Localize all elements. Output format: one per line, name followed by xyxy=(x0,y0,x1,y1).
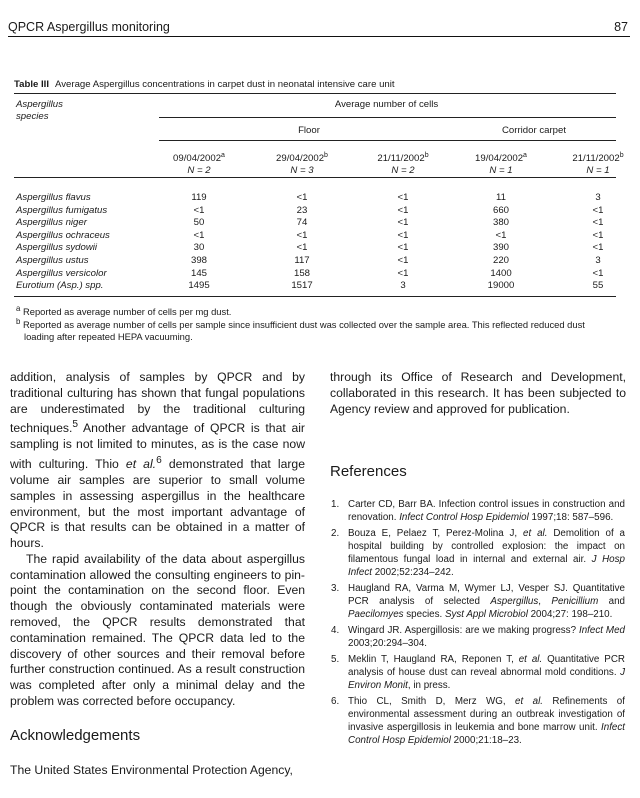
table-cell: <1 xyxy=(397,255,409,266)
column-date-note: a xyxy=(221,152,225,159)
reference-number: 6. xyxy=(331,696,340,707)
reference-a: Thio CL, Smith D, Merz WG, xyxy=(348,696,516,707)
table-cell: <1 xyxy=(397,229,409,241)
footnote-a: $^a$ Reported as average number of cells per mg dust. xyxy=(16,304,232,318)
reference-a2: Refinements of environmental assessment during an outbreak investigation of invasive aspergillosis in leukemia and bone marrow unit. xyxy=(348,696,625,733)
column-n: N = 2 xyxy=(187,165,211,177)
reference-j: Syst Appl Microbiol xyxy=(444,609,528,620)
table-row xyxy=(14,230,616,242)
reference-b: 2002;52:234–242. xyxy=(371,567,454,578)
acknowledgements-text: The United States Environmental Protection Agency, xyxy=(10,763,293,777)
table-cell: 1495 xyxy=(188,280,210,292)
reference-b: 2000;21:18–23. xyxy=(450,735,522,746)
reference-number: 4. xyxy=(331,625,340,636)
column-date: 21/11/2002 xyxy=(572,153,620,165)
spanner-rule xyxy=(159,117,616,118)
reference-j: Infect Control Hosp Epidemiol xyxy=(348,722,625,746)
row-species: Aspergillus sydowii xyxy=(16,242,98,254)
table-cell: 1400 xyxy=(490,267,512,279)
reference-mid2: and xyxy=(598,596,625,607)
corridor-rule xyxy=(454,140,616,141)
table-cell: 220 xyxy=(492,255,509,266)
row-species: Aspergillus fumigatus xyxy=(16,204,108,216)
stub-header: Aspergillus species xyxy=(16,99,63,122)
reference-j: J Hosp Infect xyxy=(348,554,625,578)
table-cell: <1 xyxy=(296,192,308,203)
running-title: QPCR Aspergillus monitoring xyxy=(8,20,170,34)
table-row xyxy=(14,242,616,254)
row-species: Aspergillus ustus xyxy=(16,255,89,266)
table-cell: <1 xyxy=(397,217,409,229)
table-cell: 117 xyxy=(294,255,310,266)
row-species: Eurotium (Asp.) spp. xyxy=(16,280,104,292)
table-row xyxy=(14,280,616,292)
floor-rule xyxy=(159,140,456,141)
table-cell: <1 xyxy=(592,242,604,254)
table-cell: 390 xyxy=(492,242,509,254)
table-cell: 145 xyxy=(190,267,207,279)
paragraph-1: addition, analysis of samples by QPCR and by traditional culturing has shown that fungal populations are underestimated by the traditional culturing techniques.$^5$ Another advantage of QPCR is that air sampling is not limited to minutes, as is the case now with culturing. Thio et al.$^6$ demonstrated that large volume air samples are superior to small volume samples in assessing aspergillus in the healthcare environment, but the most important advantage of QPCR is that results can be obtained in a matter of hours. xyxy=(10,370,305,551)
table-row xyxy=(14,255,616,267)
table-cell: 23 xyxy=(296,204,308,216)
spanner-header: Average number of cells xyxy=(334,99,439,110)
table-caption-text: Average Aspergillus concentrations in carpet dust in neonatal intensive care unit xyxy=(55,79,395,90)
reference-etal: et al. xyxy=(523,528,548,539)
table-cell: 660 xyxy=(492,204,509,216)
header-rule xyxy=(8,36,630,37)
table-cell: <1 xyxy=(397,267,409,279)
reference-b: 2003;20:294–304. xyxy=(348,638,427,649)
table-cell: <1 xyxy=(397,204,409,216)
column-date-note: b xyxy=(424,152,429,159)
table-cell: <1 xyxy=(296,242,308,254)
table-cell: 55 xyxy=(592,280,604,292)
table-cell: <1 xyxy=(592,229,604,241)
column-date: 19/04/2002 xyxy=(475,153,524,165)
reference-j: Infect Control Hosp Epidemiol xyxy=(399,512,529,523)
reference-number: 2. xyxy=(331,528,340,539)
references-heading: References xyxy=(330,463,407,480)
column-header-5 xyxy=(553,150,640,177)
table-row xyxy=(14,268,616,280)
reference-b: , in press. xyxy=(407,680,451,691)
column-header-4 xyxy=(456,150,546,177)
table-cell: 1517 xyxy=(291,280,313,292)
reference-number: 3. xyxy=(331,583,340,594)
table-cell: 50 xyxy=(193,217,205,229)
table-row xyxy=(14,217,616,229)
reference-a: Haugland RA, Varma M, Wymer LJ, Vesper SJ. Quantitative PCR analysis of selected xyxy=(348,583,625,607)
table-cell: <1 xyxy=(193,229,205,241)
column-n: N = 2 xyxy=(391,165,415,177)
reference-list xyxy=(331,498,625,750)
reference-number: 1. xyxy=(331,499,340,510)
table-row xyxy=(14,205,616,217)
table-cell: 380 xyxy=(492,217,509,229)
column-header-2 xyxy=(257,150,347,177)
reference-b: 2004;27: 198–210. xyxy=(527,609,613,620)
group-corridor: Corridor carpet xyxy=(502,125,566,136)
column-date-note: b xyxy=(324,152,328,159)
reference-item xyxy=(331,695,625,747)
table-cell: <1 xyxy=(193,204,205,216)
reference-a: Wingard JR. Aspergillosis: are we making progress? xyxy=(348,625,579,636)
reference-j: J Environ Monit xyxy=(348,667,625,691)
acknowledgements-heading: Acknowledgements xyxy=(10,727,141,744)
table-cell: 3 xyxy=(595,192,601,203)
table-cell: <1 xyxy=(397,192,409,203)
column-date-note: b xyxy=(619,152,624,159)
reference-j: Infect Med xyxy=(579,625,625,636)
right-paragraph: through its Office of Research and Development, collaborated in this research. It has been subjected to Agency review and approved for publication. xyxy=(330,370,626,416)
reference-a2: Quantitative PCR analysis of house dust can reveal abnormal mold conditions. xyxy=(348,654,625,678)
table-cell: 158 xyxy=(293,267,310,279)
paragraph-2: The rapid availability of the data about aspergillus contamination allowed the consulting engineers to pin-point the contamination on the second floor. Even though the obviously contaminated materials were removed, the QPCR results demonstrated that contamination remained. The QPCR data led to the discovery of other sources and their removal before further construction continued. As a result construction was completed after only a minimal delay and the problem was corrected before occupancy. xyxy=(10,551,305,709)
table-cell: 3 xyxy=(400,280,406,292)
reference-number: 5. xyxy=(331,654,340,665)
table-row xyxy=(14,192,616,204)
column-n: N = 1 xyxy=(489,165,513,177)
table-cell: 19000 xyxy=(487,280,515,292)
table-cell: <1 xyxy=(592,217,604,229)
reference-a2: Demolition of a hospital building by controlled explosion: the impact on filamentous fungal load in internal and external air. xyxy=(348,528,625,565)
row-species: Aspergillus versicolor xyxy=(16,267,107,279)
table-cell: <1 xyxy=(296,229,308,241)
group-floor: Floor xyxy=(298,125,320,136)
table-iii xyxy=(14,79,624,349)
column-date: 21/11/2002 xyxy=(377,153,425,165)
row-species: Aspergillus ochraceus xyxy=(16,229,110,241)
column-date-note: a xyxy=(523,152,527,159)
reference-etal: et al. xyxy=(518,654,543,665)
header-bottom-rule xyxy=(14,177,616,178)
table-cell: <1 xyxy=(397,242,409,254)
table-cell: 119 xyxy=(191,192,207,203)
row-species: Aspergillus flavus xyxy=(16,192,91,203)
column-header-3 xyxy=(358,150,448,177)
page-number: 87 xyxy=(614,20,628,34)
reference-a: Carter CD, Barr BA. Infection control issues in construction and renovation. xyxy=(348,499,625,523)
table-label: Table III xyxy=(14,79,50,90)
reference-g3: Paecilomyes xyxy=(348,609,404,620)
reference-g2: Penicillium xyxy=(551,596,599,607)
reference-item xyxy=(331,653,625,692)
reference-item xyxy=(331,498,625,524)
column-date: 09/04/2002 xyxy=(173,153,222,165)
table-bottom-rule xyxy=(14,296,616,297)
table-cell: 11 xyxy=(496,192,506,203)
reference-item xyxy=(331,582,625,621)
table-cell: 398 xyxy=(190,255,207,266)
reference-item xyxy=(331,527,625,579)
reference-a: Meklin T, Haugland RA, Reponen T, xyxy=(348,654,519,665)
column-n: N = 3 xyxy=(290,165,314,177)
table-cell: 30 xyxy=(193,242,205,254)
table-cell: <1 xyxy=(495,229,507,241)
reference-item xyxy=(331,624,625,650)
table-cell: <1 xyxy=(592,204,604,216)
reference-etal: et al. xyxy=(515,696,543,707)
table-caption xyxy=(14,79,395,90)
table-top-rule xyxy=(14,93,616,94)
reference-b: 1997;18: 587–596. xyxy=(528,512,614,523)
reference-mid1: , xyxy=(538,596,552,607)
row-species: Aspergillus niger xyxy=(16,217,87,229)
column-date: 29/04/2002 xyxy=(276,153,325,165)
table-cell: 74 xyxy=(296,217,308,229)
table-cell: <1 xyxy=(592,267,604,279)
reference-a: Bouza E, Pelaez T, Perez-Molina J, xyxy=(348,528,524,539)
reference-g1: Aspergillus xyxy=(490,596,539,607)
left-column xyxy=(10,370,305,710)
reference-a2: species. xyxy=(403,609,445,620)
column-n: N = 1 xyxy=(586,165,610,177)
table-cell: 3 xyxy=(595,255,601,266)
footnote-b: $^b$ Reported as average number of cells per sample since insufficient dust was collected over the sample area. This reflected reduced dust loading after repeated HEPA vacuuming. xyxy=(16,317,585,343)
column-header-1 xyxy=(154,150,244,177)
